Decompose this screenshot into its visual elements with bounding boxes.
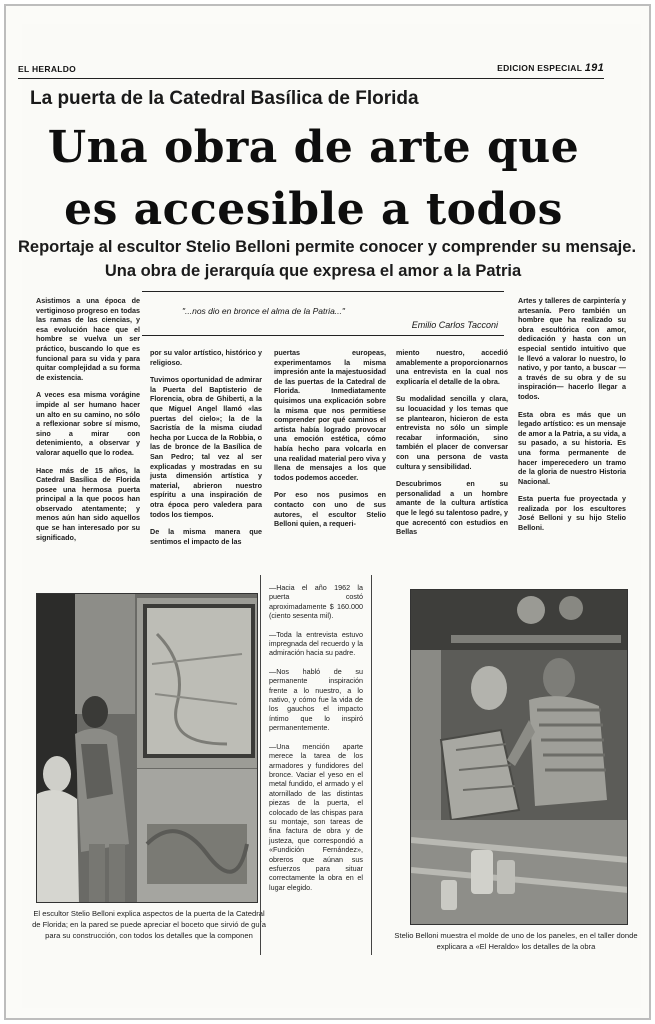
paragraph: Descubrimos en su personalidad a un hombre amante de la cultura artística que le legó su talentoso padre, y que acrecentó con estudios en Bellas: [396, 479, 508, 537]
caption-left: El escultor Stelio Belloni explica aspectos de la puerta de la Catedral de Florida; en la pared se puede apreciar el boceto que sirvió de guía para su construcción, con todos los detalles que la componen: [32, 909, 266, 940]
paragraph: puertas europeas, experimentamos la misma impresión ante la majestuosidad de las puertas de la Catedral de Florida. Inmediatamente quisimos una explicación sobre la misma que nos permitiese comprender por qué caminos el artista había logrado provocar una emoción estética, cómo había hecho para volcarla en una realidad material pero viva y llena de mensajes a los que todos podemos acceder.: [274, 348, 386, 482]
paragraph: por su valor artístico, histórico y religioso.: [150, 348, 262, 367]
paragraph: A veces esa misma vorágine impide al ser humano hacer un alto en su camino, no sólo a reflexionar sobre sí mismo, sino a mirar con detenimiento, a observar y valorar aquello que lo rodea.: [36, 390, 140, 457]
paragraph: Su modalidad sencilla y clara, su locuacidad y los temas que se plantearon, hicieron de esta entrevista no sólo un simple recabar información, sino también el placer de conversar con una persona de vasta cultura y sensibilidad.: [396, 394, 508, 471]
pull-quote-text: "...nos dio en bronce el alma de la Patria...": [182, 306, 345, 316]
photo-image: [37, 594, 258, 903]
photo-sculptor-with-sketch: [36, 593, 258, 903]
sidebar-notes: [260, 575, 372, 955]
headline-line-2: es accesible a todos: [64, 184, 563, 235]
photo-image: [411, 590, 628, 925]
article-column-2: [150, 348, 262, 554]
paragraph: Hace más de 15 años, la Catedral Basílica de Florida posee una hermosa puerta principal a la que pocos han observado atentamente; y menos aún han sido aquellos que se han interesado por su significado,: [36, 465, 140, 542]
edition-label: EDICION ESPECIAL: [497, 63, 583, 73]
sidebar-note: —Hacia el año 1962 la puerta costó aproximadamente $ 160.000 (ciento sesenta mil).: [269, 583, 363, 621]
paragraph: Asistimos a una época de vertiginoso progreso en todas las ramas de las ciencias, y esa evolución hace que el hombre se vuelva un ser práctico, buscando lo que es funcional para su vida y para quitar complejidad a su forma de existencia.: [36, 296, 140, 382]
paragraph: Artes y talleres de carpintería y artesanía. Pero también un hombre que ha realizado su obra escultórica con amor, dedicación y hasta con un especial sentido intuitivo que le llevó a valorar lo nuestro, lo nativo, y por tanto, a buscar —a través de su obra y de su inspiración— hacerlo llegar a todos.: [518, 296, 626, 401]
article-column-1: [36, 296, 140, 550]
photo-sculptor-with-mold: [410, 589, 628, 925]
masthead-edition: [497, 62, 604, 74]
caption-right: Stelio Belloni muestra el molde de uno de los paneles, en el taller donde explicara a «El Heraldo» los detalles de la obra: [394, 931, 638, 951]
deck-line-2: Una obra de jerarquía que expresa el amor a la Patria: [104, 262, 522, 280]
page-number: 191: [584, 62, 604, 74]
paragraph: miento nuestro, accedió amablemente a proporcionarnos una entrevista en la cual nos explicaría el detalle de la obra.: [396, 348, 508, 386]
article-column-4: [396, 348, 508, 545]
kicker: La puerta de la Catedral Basílica de Florida: [30, 88, 419, 109]
paragraph: Por eso nos pusimos en contacto con uno de sus autores, el escultor Stelio Belloni quien, a requeri-: [274, 490, 386, 529]
paragraph: Esta puerta fue proyectada y realizada por los escultores José Belloni y su hijo Stelio Belloni.: [518, 494, 626, 533]
paragraph: Tuvimos oportunidad de admirar la Puerta del Baptisterio de Florencia, obra de Ghiberti, a la que Miguel Angel llamó «las puertas del cielo»; la de la Sacristía de la misma ciudad hecha por Lucca de la Robbia, o las de bronce de la Basílica de San Pedro; tal vez al ser explicadas y mostradas en su justa dimensión artística y material, abrieron nuestro espíritu a una inspiración de otra época pero valedera para todos los tiempos.: [150, 375, 262, 519]
deck-line-1: Reportaje al escultor Stelio Belloni permite conocer y comprender su mensaje.: [18, 238, 637, 256]
sidebar-note: —Nos habló de su permanente inspiración frente a lo nuestro, a lo nativo, y cómo fue la vida de los gauchos el impacto íntimo que lo inspiró permanentemente.: [269, 666, 363, 733]
paragraph: De la misma manera que sentimos el impacto de las: [150, 527, 262, 546]
sidebar-note: —Toda la entrevista estuvo impregnada del recuerdo y la admiración hacia su padre.: [269, 629, 363, 658]
article-column-3: [274, 348, 386, 537]
pull-quote: [142, 291, 504, 336]
masthead: [18, 62, 604, 76]
masthead-paper-name: EL HERALDO: [18, 64, 77, 74]
sidebar-note: —Una mención aparte merece la tarea de los armadores y fundidores del bronce. Vaciar el yeso en el metal fundido, el armado y el atornillado de las distintas piezas de la puerta, el colocado de las chispas para su montaje, son tareas de fina factura de obra y de justeza, que correspondió a «Fundición Fernández», obreros que aúnan sus esfuerzos para situar correctamente la obra en el lugar elegido.: [269, 741, 363, 892]
pull-quote-author: Emilio Carlos Tacconi: [411, 320, 498, 330]
paragraph: Esta obra es más que un legado artístico: es un mensaje de amor a la Patria, a su vida, a su pasado, a su historia. Es una forma permanente de hacer imperecedero un tramo de la gloria de nuestro Historia Nacional.: [518, 409, 626, 486]
masthead-rule: [18, 78, 604, 79]
headline-line-1: Una obra de arte que: [47, 122, 580, 173]
article-column-5: [518, 296, 626, 541]
